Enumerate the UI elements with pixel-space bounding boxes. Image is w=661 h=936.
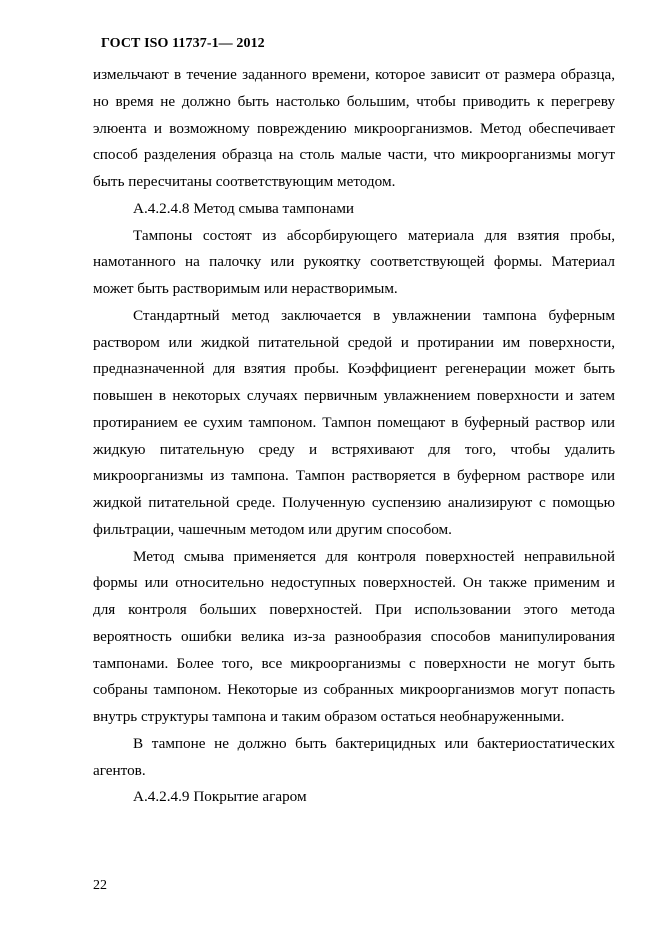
paragraph-continuation: измельчают в течение заданного времени, которое зависит от размера образца, но время не должно быть настолько большим, чтобы приводить к перегреву элюента и возможному повреждению микроорганизмов. Метод обеспечивает способ разделения образца на столь малые части, что микроорганизмы могут быть пересчитаны соответствующим методом. [93, 66, 615, 190]
section-heading-agar-coating: А.4.2.4.9 Покрытие агаром [133, 788, 307, 806]
document-body [93, 62, 615, 811]
section-heading-swab-method: А.4.2.4.8 Метод смыва тампонами [133, 199, 355, 217]
paragraph-swab-application: Метод смыва применяется для контроля поверхностей неправильной формы или относительно недоступных поверхностей. Он также применим и для контроля больших поверхностей. При использовании этого метода вероятность ошибки велика из-за разнообразия способов манипулирования тампонами. Более того, все микроорганизмы с поверхности не могут быть собраны тампоном. Некоторые из собранных микроорганизмов могут попасть внутрь структуры тампона и таким образом остаться необнаруженными. [93, 547, 615, 725]
paragraph-swab-standard-method: Стандартный метод заключается в увлажнении тампона буферным раствором или жидкой питательной средой и протирании им поверхности, предназначенной для взятия пробы. Коэффициент регенерации может быть повышен в некоторых случаях первичным увлажнением поверхности и затем протиранием ее сухим тампоном. Тампон помещают в буферный раствор или жидкую питательную среду и встряхивают для того, чтобы удалить микроорганизмы из тампона. Тампон растворяется в буферном растворе или жидкой питательной среде. Полученную суспензию анализируют с помощью фильтрации, чашечным методом или другим способом. [93, 306, 615, 538]
paragraph-swab-agents: В тампоне не должно быть бактерицидных или бактериостатических агентов. [93, 734, 615, 779]
document-header: ГОСТ ISO 11737-1— 2012 [101, 36, 265, 51]
paragraph-swab-description: Тампоны состоят из абсорбирующего материала для взятия пробы, намотанного на палочку или рукоятку соответствующей формы. Материал может быть растворимым или нерастворимым. [93, 226, 615, 297]
page-number: 22 [93, 878, 107, 893]
